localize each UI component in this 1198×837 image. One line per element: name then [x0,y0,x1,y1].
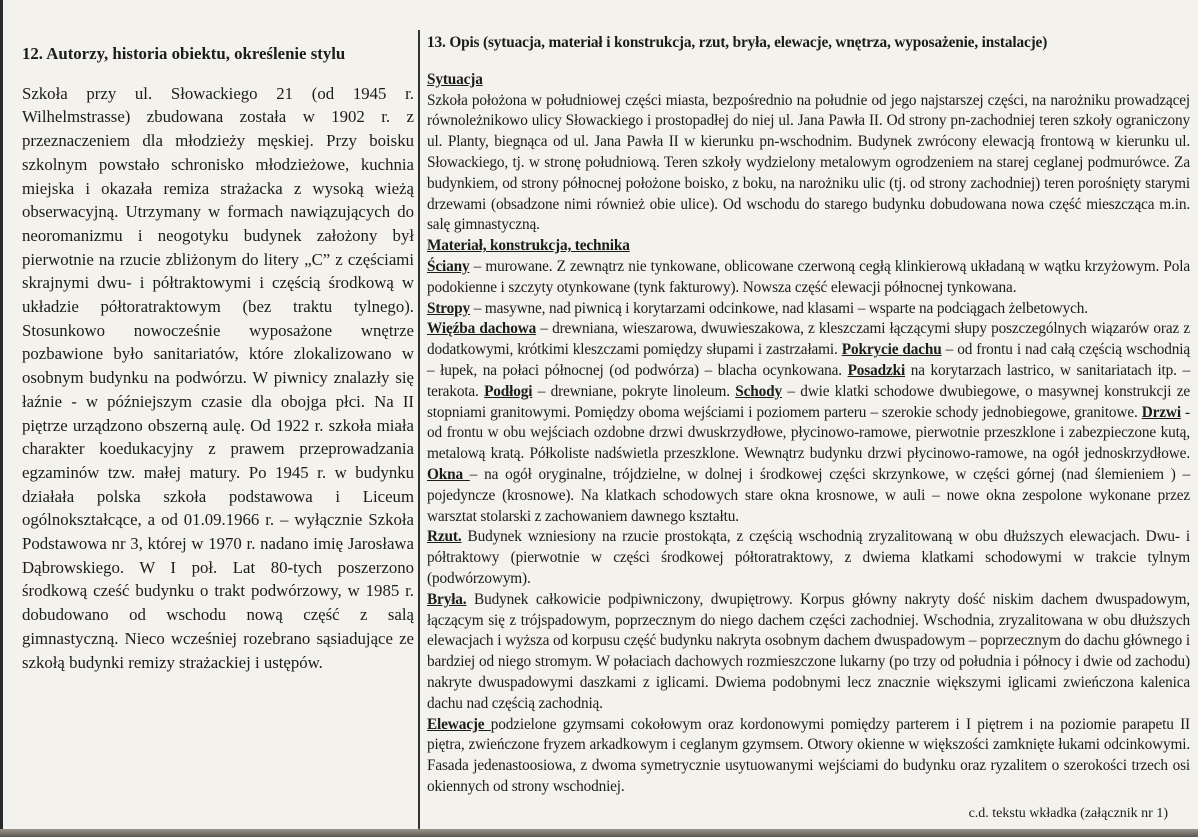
text-schody: – dwie klatki schodowe dwubiegowe, o masywnej konstrukcji ze stopniami granitowymi. Pomiędzy oboma wejściami i poziomem parteru – szerokie schody jednobiegowe, granitowe. [427,382,1190,421]
text-elewacje: podzielone gzymsami cokołowym oraz kordonowymi pomiędzy parterem i I piętrem i na poziomie parapetu II piętra, zwieńczone fryzem arkadkowym i ceglanym gzymsem. Otwory okienne w większości zamknięte łukami odcinkowymi. Fasada jedenastoosiowa, z dwoma symetrycznie usytuowanymi wejściami do budynku oraz ryzalitem o szerokości trzech osi okiennych od strony wschodniej. [427,715,1190,795]
paragraph-bryla [427,590,1190,715]
label-pokrycie: Pokrycie dachu [841,341,942,359]
label-rzut: Rzut. [427,528,462,546]
text-podlogi: – drewniane, pokryte linoleum. [532,382,736,400]
text-okna: – na ogół oryginalne, trójdzielne, w dolnej i środkowej części skrzynkowe, w części górnej (nad ślemieniem ) – pojedyncze (krosnowe). Na klatkach schodowych stare okna krosnowe, w auli – nowe okna zespolone wykonane przez warsztat stolarski z zachowaniem dawnego kształtu. [427,465,1190,525]
label-bryla: Bryła. [427,590,467,608]
text-bryla: Budynek całkowicie podpiwniczony, dwupiętrowy. Korpus główny nakryty dość niskim dachem dwuspadowym, łączącym się z trójspadowym, poprzecznym do niego dachem części zachodniej. Wschodnia, zryzalitowana w obu dłuższych elewacjach i wyższa od korpusu część budynku nakryta osobnym dachem dwuspadowym – poprzecznym do dachu głównego i bardziej od niego stromym. W połaciach dachowych rozmieszczone lukarny (po trzy od południa i północy i dwie od zachodu) nakryte dwuspadowymi daszkami z iglicami. Dwiema podobnymi lecz znacznie większymi iglicami zwieńczona kalenica dachu nad częścią zachodnią. [427,590,1190,712]
label-schody: Schody [735,382,782,400]
text-sciany: – murowane. Z zewnątrz nie tynkowane, oblicowane czerwoną cegłą klinkierową układaną w wątku krzyżowym. Pola podokienne i szczyty otynkowane (tynk fakturowy). Nowsza część elewacji północnej tynkowana. [427,257,1190,296]
column-divider [418,30,420,830]
continuation-note: c.d. tekstu wkładka (załącznik nr 1) [968,806,1168,821]
text-posadzki: na korytarzach lastrico, w sanitariatach itp. – terakota. [427,361,1190,400]
sytuacja-text: Szkoła położona w południowej części miasta, bezpośrednio na południe od jego najstarszej części, na narożniku prowadzącej równoleżnikowo ulicy Słowackiego i prostopadłej do niej ul. Jana Pawła II. Od strony pn-zachodniej teren szkoły ograniczony ul. Planty, biegnąca od ul. Jana Pawła II w kierunku pn-wschodnim. Budynek zwrócony elewacją frontową w kierunku ul. Słowackiego, tj. w stronę południową. Teren szkoły wydzielony metalowym ogrodzeniem na starej ceglanej podmurówce. Za budynkiem, od strony północnej położone boisko, z boku, na narożniku ulic (tj. od strony zachodniej) teren porośnięty starymi drzewami (obsadzone nimi również obie ulice). Od wschodu do starego budynku dobudowana nowa część mieszcząca m.in. salę gimnastyczną. [427,91,1190,234]
paragraph-sciany [427,257,1190,299]
heading-material: Materiał, konstrukcja, technika [427,237,630,255]
text-wiezba: – drewniana, wieszarowa, dwuwieszakowa, z kleszczami łączącymi słupy poszczególnych wiązarów oraz z dodatkowymi, krótkimi kleszczami pomiędzy słupami i zastrzałami. [427,320,1190,359]
section-12 [22,38,414,674]
text-drzwi: - od frontu w obu wejściach ozdobne drzwi dwuskrzydłowe, płycinowo-ramowe, pierwotnie przeszklone i zabezpieczone kutą, metalową kratą. Półkoliste nadświetla przeszklone. Wewnątrz budynku drzwi płycinowo-ramowe, na ogół jednoskrzydłowe. [427,403,1190,463]
label-drzwi: Drzwi [1141,403,1181,421]
paragraph-wiezba [427,319,1190,527]
label-sciany: Ściany [427,257,470,275]
section-13-title: 13. Opis (sytuacja, materiał i konstrukcja, rzut, bryła, elewacje, wnętrza, wyposażenie, instalacje) [427,34,1048,51]
label-podlogi: Podłogi [484,382,533,400]
label-wiezba: Więźba dachowa [427,320,537,338]
paragraph-stropy [427,299,1190,320]
label-posadzki: Posadzki [847,361,906,379]
section-12-title: 12. Autorzy, historia obiektu, określenie stylu [22,44,346,63]
text-pokrycie: – od frontu i nad całą częścią wschodnią – łupek, na połaci północnej (od podwórza) – blacha ocynkowana. [427,341,1190,379]
paragraph-rzut [427,527,1190,589]
paragraph-elewacje [427,715,1190,798]
text-rzut: Budynek wzniesiony na rzucie prostokąta, z częścią wschodnią zryzalitowaną w obu dłuższych elewacjach. Dwu- i półtraktowy (pierwotnie w części środkowej półtoratraktowy, z dwiema klatkami schodowymi w trakcie tylnym (podwórzowym). [427,528,1190,587]
text-stropy: – masywne, nad piwnicą i korytarzami odcinkowe, nad klasami – wsparte na podciągach żelbetowych. [470,299,1088,317]
label-elewacje: Elewacje [427,715,491,733]
section-12-text: Szkoła przy ul. Słowackiego 21 (od 1945 r. Wilhelmstrasse) zbudowana została w 1902 r. z przeznaczeniem dla młodzieży męskiej. Przy boisku szkolnym powstało schronisko młodzieżowe, kuchnia miejska i okazała remiza strażacka z wysoką wieżą obserwacyjną. Utrzymany w formach nawiązujących do neoromanizmu i neogotyku budynek założony był pierwotnie na rzucie zbliżonym do litery „C” z częściami skrajnymi dwu- i półtraktowymi i częścią środkową w układzie półtoratraktowym (bez traktu tylnego). Stosunkowo nowocześnie wyposażone wnętrze pozbawione było sanitariatów, które zlokalizowano w osobnym budynku na podwórzu. W piwnicy znalazły się łaźnie - w późniejszym czasie dla obojga płci. Na II piętrze urządzono obszerną aulę. Od 1922 r. szkoła miała charakter koedukacyjny z prawem przeprowadzania egzaminów tzw. małej matury. Po 1945 r. w budynku działała polska szkoła podstawowa i Liceum ogólnokształcące, a od 01.09.1966 r. – wyłącznie Szkoła Podstawowa nr 3, której w 1970 r. nadano imię Jarosława Dąbrowskiego. W I poł. Lat 80-tych poszerzono środkową cześć budynku o trakt podwórzowy, w 1985 r. dobudowano od wschodu nową część z salą gimnastyczną. Nieco wcześniej rozebrano sąsiadujące ze szkołą budynki remizy strażackiej i ustępów. [22,83,414,672]
section-13 [427,33,1190,798]
scan-edge-bottom [0,829,1198,837]
scan-edge-left [0,0,3,837]
heading-sytuacja: Sytuacja [427,70,483,88]
label-okna: Okna [427,465,470,483]
label-stropy: Stropy [427,299,471,317]
